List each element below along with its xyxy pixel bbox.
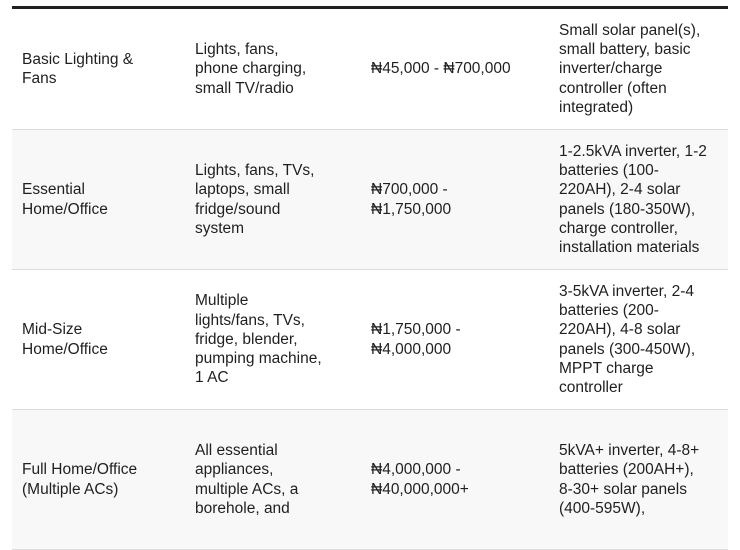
tier-cell: Essential Home/Office xyxy=(22,181,108,218)
components-cell: 5kVA+ inverter, 4-8+ batteries (200AH+), 8-30+ solar panels (400-595W), xyxy=(559,441,700,517)
table-row xyxy=(12,9,728,130)
cost-cell: ₦4,000,000 - ₦40,000,000+ xyxy=(371,461,469,498)
tier-cell: Mid-Size Home/Office xyxy=(22,321,108,358)
cost-cell: ₦1,750,000 - ₦4,000,000 xyxy=(371,321,461,358)
components-cell: 1-2.5kVA inverter, 1-2 batteries (100- 220AH), 2-4 solar panels (180-350W), charge controller, installation materials xyxy=(559,142,707,257)
components-cell: 3-5kVA inverter, 2-4 batteries (200- 220AH), 4-8 solar panels (300-450W), MPPT charge controller xyxy=(559,282,696,397)
table-row xyxy=(12,130,728,270)
appliances-cell: All essential appliances, multiple ACs, a borehole, and xyxy=(195,441,299,517)
cost-cell: ₦700,000 - ₦1,750,000 xyxy=(371,181,452,218)
appliances-cell: Multiple lights/fans, TVs, fridge, blender, pumping machine, 1 AC xyxy=(195,292,322,387)
tier-cell: Full Home/Office (Multiple ACs) xyxy=(22,461,138,498)
appliances-cell: Lights, fans, phone charging, small TV/radio xyxy=(195,41,307,97)
table-row xyxy=(12,270,728,410)
components-cell: Small solar panel(s), small battery, basic inverter/charge controller (often integrated) xyxy=(559,21,701,116)
cost-cell: ₦45,000 - ₦700,000 xyxy=(371,60,511,78)
tier-cell: Basic Lighting & Fans xyxy=(22,50,134,87)
table-row xyxy=(12,410,728,550)
appliances-cell: Lights, fans, TVs, laptops, small fridge/sound system xyxy=(195,161,315,237)
solar-pricing-table xyxy=(12,9,728,550)
